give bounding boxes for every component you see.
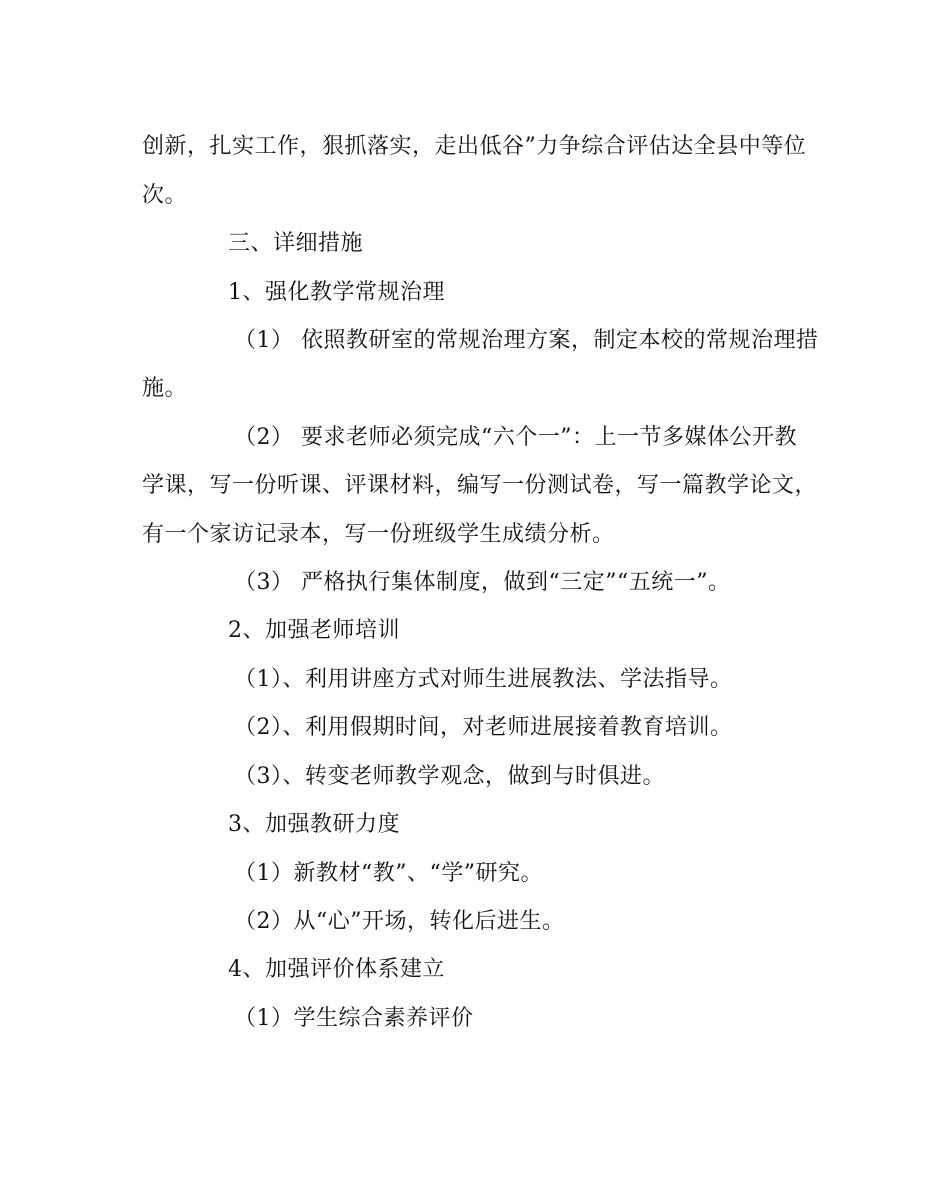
list-item: （3）、转变老师教学观念，做到与时俱进。 bbox=[234, 764, 665, 789]
paragraph-line: 学课，写一份听课、评课材料，编写一份测试卷，写一篇教学论文， bbox=[142, 473, 818, 498]
paragraph-line: 次。 bbox=[142, 183, 188, 208]
list-item: （1）、利用讲座方式对师生进展教法、学法指导。 bbox=[234, 667, 733, 692]
list-item: （1） 依照教研室的常规治理方案，制定本校的常规治理措 bbox=[234, 328, 819, 353]
subsection-heading: 3、加强教研力度 bbox=[228, 812, 400, 837]
paragraph-line: 施。 bbox=[142, 376, 188, 401]
section-heading: 三、详细措施 bbox=[228, 231, 364, 256]
list-item: （2）从“心”开场，转化后进生。 bbox=[234, 909, 565, 934]
list-item: （2） 要求老师必须完成“六个一”：上一节多媒体公开教 bbox=[234, 425, 797, 450]
list-item: （1）新教材“教”、“学”研究。 bbox=[234, 861, 543, 886]
subsection-heading: 2、加强老师培训 bbox=[228, 618, 400, 643]
subsection-heading: 4、加强评价体系建立 bbox=[228, 957, 445, 982]
subsection-heading: 1、强化教学常规治理 bbox=[228, 280, 445, 305]
list-item: （3） 严格执行集体制度，做到“三定”“五统一”。 bbox=[234, 570, 731, 595]
paragraph-line: 创新，扎实工作，狠抓落实，走出低谷”力争综合评估达全县中等位 bbox=[142, 134, 807, 159]
list-item: （1）学生综合素养评价 bbox=[234, 1006, 474, 1031]
list-item: （2）、利用假期时间，对老师进展接着教育培训。 bbox=[234, 715, 733, 740]
paragraph-line: 有一个家访记录本，写一份班级学生成绩分析。 bbox=[142, 522, 615, 547]
